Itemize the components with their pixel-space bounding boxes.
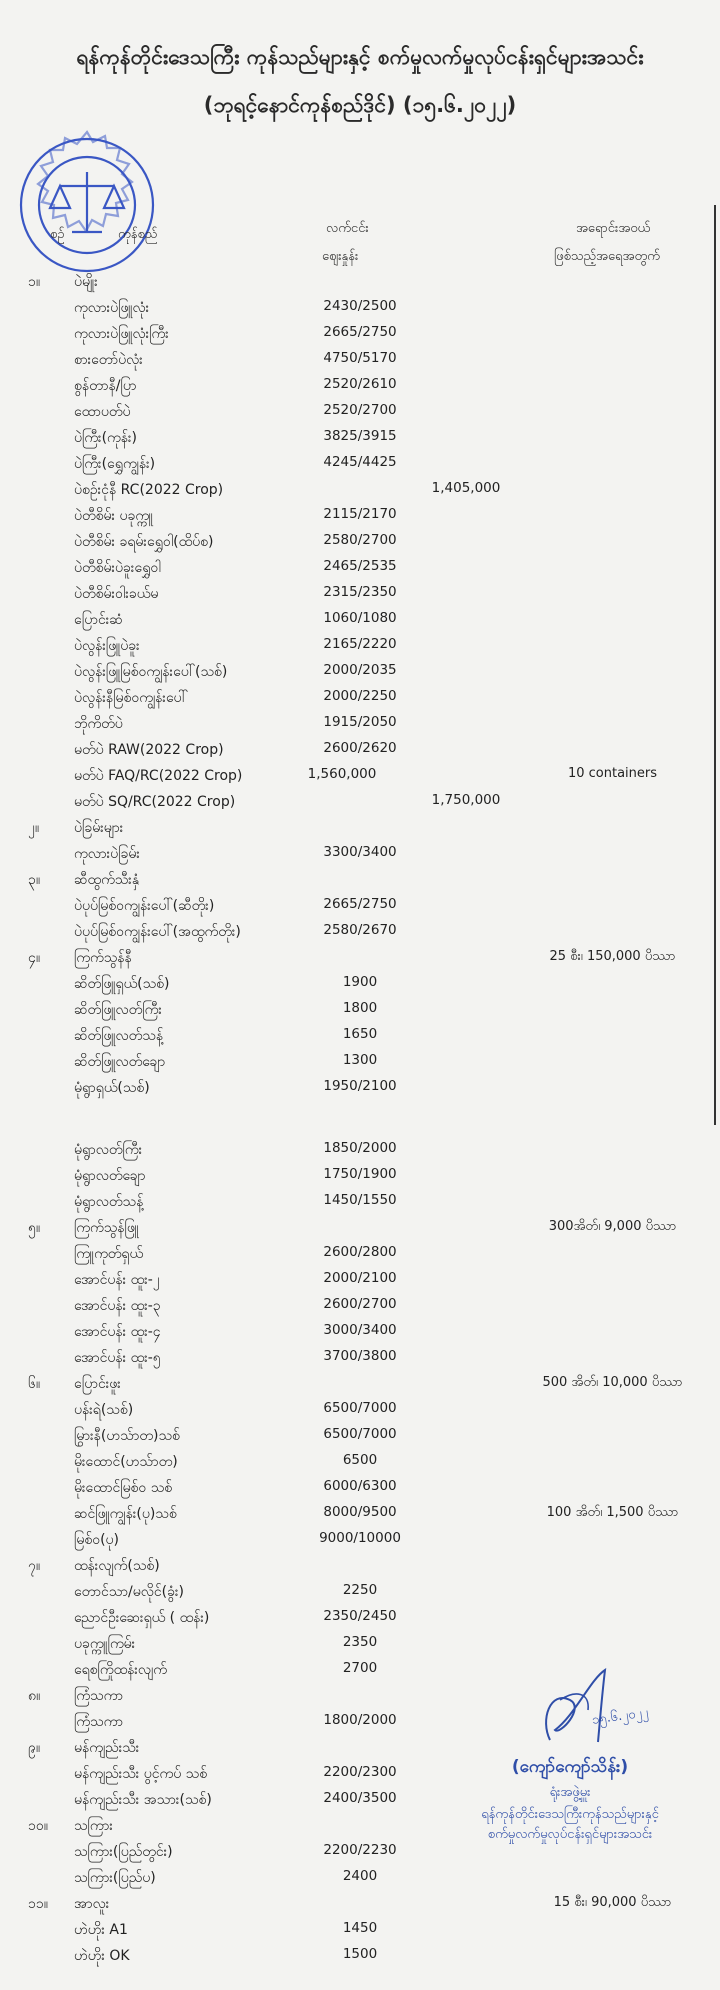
table-row — [0, 1504, 720, 1530]
table-row — [0, 792, 720, 818]
category-name: ကြက်သွန်ဖြူ — [74, 1220, 139, 1236]
item-price: 2200/2300 — [323, 1764, 397, 1780]
item-name: ပဲလွန်းဖြူမြစ်ဝကျွန်းပေါ်(သစ်) — [74, 664, 228, 680]
item-name: မိုးထောင်မြစ်ဝ သစ် — [74, 1480, 173, 1496]
table-row — [0, 1478, 720, 1504]
category-name: ဆီထွက်သီးနှံ — [74, 872, 140, 888]
item-price: 1950/2100 — [323, 1078, 397, 1094]
item-volume-note: 100 အိတ်၊ 1,500 ပိဿာ — [546, 1505, 679, 1520]
table-row — [0, 480, 720, 506]
category-name: မန်ကျည်းသီး — [74, 1740, 140, 1756]
header-volume: ဖြစ်သည့်အရေအတွက် — [554, 249, 660, 264]
item-name: သကြား(ပြည်ပ) — [74, 1870, 156, 1886]
item-price: 2430/2500 — [323, 298, 397, 314]
item-name: ကြံသကာ — [74, 1714, 124, 1730]
item-price: 1450/1550 — [323, 1192, 397, 1208]
item-price-export: 1,405,000 — [431, 480, 501, 496]
item-price: 1500 — [342, 1946, 378, 1962]
item-price: 1900 — [342, 974, 378, 990]
table-row — [0, 688, 720, 714]
category-name: သကြား — [74, 1818, 113, 1834]
category-row — [0, 1374, 720, 1400]
row-number: ၉။ — [28, 1740, 41, 1756]
item-name: ဆိတ်ဖြူလတ်ချော — [74, 1054, 166, 1070]
item-price: 4245/4425 — [323, 454, 397, 470]
item-price: 2165/2220 — [323, 636, 397, 652]
table-row — [0, 1348, 720, 1374]
table-row — [0, 1582, 720, 1608]
row-number: ၄။ — [28, 950, 41, 966]
header-price: ဈေးနှုန်း — [322, 249, 359, 264]
document-title: ရန်ကုန်တိုင်းဒေသကြီး ကုန်သည်များနှင့် စက်မှုလက်မှုလုပ်ငန်းရှင်များအသင်း — [76, 45, 644, 69]
item-price: 1750/1900 — [323, 1166, 397, 1182]
signature-date: ၁၅.၆.၂၀၂၂ — [591, 1705, 650, 1728]
table-row — [0, 896, 720, 922]
item-price: 2580/2670 — [323, 922, 397, 938]
item-price: 2665/2750 — [323, 896, 397, 912]
row-number: ၅။ — [28, 1220, 41, 1236]
table-row — [0, 1842, 720, 1868]
row-number: ၆။ — [28, 1376, 41, 1392]
table-row — [0, 532, 720, 558]
item-price: 2315/2350 — [323, 584, 397, 600]
item-name: မတ်ပဲ RAW(2022 Crop) — [74, 742, 224, 758]
table-row — [0, 844, 720, 870]
header-arrival: အရောင်းအဝယ် — [576, 221, 651, 236]
item-volume-note: 25 စီး၊ 150,000 ပိဿာ — [549, 949, 676, 964]
table-row — [0, 298, 720, 324]
item-price: 4750/5170 — [323, 350, 397, 366]
item-name: ညောင်ဦးဆေးရှယ် ( ထန်း) — [74, 1610, 210, 1626]
table-row — [0, 1920, 720, 1946]
table-row — [0, 454, 720, 480]
table-row — [0, 1322, 720, 1348]
item-price: 1,560,000 — [307, 766, 377, 782]
item-price: 3700/3800 — [323, 1348, 397, 1364]
item-name: ပဲကြီး(ကုန်း) — [74, 430, 138, 446]
item-price: 3825/3915 — [323, 428, 397, 444]
item-name: မန်ကျည်းသီး ပွင့်ကပ် သစ် — [74, 1766, 208, 1782]
category-row — [0, 1894, 720, 1920]
item-name: ပဲတီစိမ်း ပခုက္ကူ — [74, 508, 154, 524]
item-price: 2000/2100 — [323, 1270, 397, 1286]
item-price: 2115/2170 — [323, 506, 397, 522]
row-number: ၁။ — [28, 274, 41, 290]
table-row — [0, 376, 720, 402]
category-name: ကြက်သွန်နီ — [74, 950, 132, 966]
table-row — [0, 1140, 720, 1166]
category-name: ထန်းလျက်(သစ်) — [74, 1558, 160, 1574]
table-row — [0, 766, 720, 792]
category-name: ပဲမျိုး — [74, 274, 98, 290]
category-row — [0, 1218, 720, 1244]
document-subtitle: (ဘုရင့်နောင်ကုန်စည်ဒိုင်) (၁၅.၆.၂၀၂၂) — [203, 93, 517, 117]
item-name: မတ်ပဲ SQ/RC(2022 Crop) — [74, 794, 236, 810]
table-row — [0, 1634, 720, 1660]
item-price: 1915/2050 — [323, 714, 397, 730]
item-name: မန်ကျည်းသီး အသား(သစ်) — [74, 1792, 212, 1808]
item-name: ရေစကြိုထန်းလျက် — [74, 1662, 167, 1678]
item-volume-note: 15 စီး၊ 90,000 ပိဿာ — [553, 1895, 672, 1910]
table-row — [0, 324, 720, 350]
header-current: လက်ငင်း — [326, 221, 369, 236]
table-row — [0, 558, 720, 584]
item-name: မုံရွာလတ်ကြီး — [74, 1142, 143, 1158]
item-name: ပဲတီစိမ်းဝါးခယ်မ — [74, 586, 159, 602]
table-row — [0, 1104, 720, 1130]
signature-block — [420, 1660, 720, 1840]
item-price: 2580/2700 — [323, 532, 397, 548]
item-price: 1450 — [342, 1920, 378, 1936]
item-name: ဆိတ်ဖြူလတ်သန့် — [74, 1028, 164, 1044]
table-row — [0, 714, 720, 740]
item-price: 9000/10000 — [319, 1530, 401, 1546]
item-price: 1650 — [342, 1026, 378, 1042]
item-name: ပဲပုပ်မြစ်ဝကျွန်းပေါ်(အထွက်တိုး) — [74, 924, 241, 940]
item-name: စွန်တာနီ/ပြာ — [74, 378, 137, 394]
item-name: အောင်ပန်း ထူး-၄ — [74, 1324, 161, 1340]
item-price: 2250 — [342, 1582, 378, 1598]
item-price: 2520/2700 — [323, 402, 397, 418]
item-name: ပဲပုပ်မြစ်ဝကျွန်းပေါ်(ဆီတိုး) — [74, 898, 215, 914]
table-row — [0, 1244, 720, 1270]
item-name: မြစ်ဝ(ပု) — [74, 1532, 119, 1548]
table-row — [0, 1192, 720, 1218]
item-price: 6500/7000 — [323, 1400, 397, 1416]
row-number: ၇။ — [28, 1558, 41, 1574]
row-number: ၁၁။ — [28, 1896, 48, 1912]
item-price: 2400 — [342, 1868, 378, 1884]
row-number: ၂။ — [28, 820, 40, 836]
item-name: မုံရွာလတ်သန့် — [74, 1194, 144, 1210]
item-price: 2520/2610 — [323, 376, 397, 392]
item-volume-note: 500 အိတ်၊ 10,000 ပိဿာ — [542, 1375, 683, 1390]
table-row — [0, 506, 720, 532]
table-row — [0, 402, 720, 428]
table-row — [0, 1868, 720, 1894]
signatory-name: (ကျော်ကျော်သိန်း) — [511, 1757, 629, 1777]
item-price: 8000/9500 — [323, 1504, 397, 1520]
item-price: 2465/2535 — [323, 558, 397, 574]
item-price: 2600/2800 — [323, 1244, 397, 1260]
item-volume-note: 300အိတ်၊ 9,000 ပိဿာ — [548, 1219, 677, 1234]
item-price: 3000/3400 — [323, 1322, 397, 1338]
category-row — [0, 948, 720, 974]
category-name: ပြောင်းဖူး — [74, 1376, 121, 1392]
table-row — [0, 1530, 720, 1556]
category-row — [0, 870, 720, 896]
table-row — [0, 1026, 720, 1052]
item-name: ကြူကုတ်ရှယ် — [74, 1246, 144, 1262]
item-name: တောင်သာ/မလိုင်(ခွံး) — [74, 1584, 185, 1600]
item-name: ပဲစဉ်းငုံနီ RC(2022 Crop) — [74, 482, 224, 498]
table-row — [0, 1608, 720, 1634]
item-name: စားတော်ပဲလုံး — [74, 352, 143, 368]
item-price: 6500 — [342, 1452, 378, 1468]
table-row — [0, 1270, 720, 1296]
table-row — [0, 1000, 720, 1026]
item-price: 1060/1080 — [323, 610, 397, 626]
row-number: ၃။ — [28, 872, 41, 888]
item-name: ကုလားပဲခြမ်း — [74, 846, 140, 862]
item-name: ဆိတ်ဖြူလတ်ကြီး — [74, 1002, 162, 1018]
item-price: 2665/2750 — [323, 324, 397, 340]
item-price: 6500/7000 — [323, 1426, 397, 1442]
table-row — [0, 428, 720, 454]
signatory-org-line1: ရန်ကုန်တိုင်းဒေသကြီးကုန်သည်များနှင့် — [481, 1807, 659, 1822]
header-goods: ကုန်စည် — [118, 227, 158, 242]
item-name: ထောပတ်ပဲ — [74, 404, 131, 420]
item-price: 1300 — [342, 1052, 378, 1068]
table-row — [0, 350, 720, 376]
item-name: အောင်ပန်း ထူး-၂ — [74, 1272, 160, 1288]
item-name: မြွားနီ(ဟသ်ာတ)သစ် — [74, 1428, 180, 1444]
item-name: မိုးထောင်(ဟသ်ာတ) — [74, 1454, 178, 1470]
item-price: 2700 — [342, 1660, 378, 1676]
item-price: 2400/3500 — [323, 1790, 397, 1806]
table-row — [0, 1400, 720, 1426]
category-row — [0, 1556, 720, 1582]
item-name: ဆင်ဖြူကျွန်း(ပု)သစ် — [74, 1506, 177, 1522]
item-price: 1800 — [342, 1000, 378, 1016]
association-seal-stamp — [2, 120, 172, 290]
item-name: ဘိုကိတ်ပဲ — [74, 716, 123, 732]
item-name: ပခုက္ကူကြမ်း — [74, 1636, 136, 1652]
item-name: ဟဲဟိုး OK — [74, 1948, 130, 1964]
item-price: 2600/2620 — [323, 740, 397, 756]
item-name: ပဲတီစိမ်းပဲခူးရွှေဝါ — [74, 560, 161, 576]
row-number: ၁၀။ — [28, 1818, 48, 1834]
item-price: 1850/2000 — [323, 1140, 397, 1156]
item-price: 3300/3400 — [323, 844, 397, 860]
table-row — [0, 1452, 720, 1478]
item-name: ပြောင်းဆံ — [74, 612, 123, 628]
table-row — [0, 584, 720, 610]
table-row — [0, 922, 720, 948]
item-name: မုံရွာလတ်ချော — [74, 1168, 146, 1184]
item-name: ပဲလွန်းဖြူပဲခူး — [74, 638, 140, 654]
item-name: ကုလားပဲဖြူလုံး — [74, 300, 150, 316]
category-name: ကြံသကာ — [74, 1688, 124, 1704]
item-price: 6000/6300 — [323, 1478, 397, 1494]
header-serial: စဉ် — [50, 227, 65, 242]
category-name: ပဲခြမ်းများ — [74, 820, 124, 836]
item-price: 2600/2700 — [323, 1296, 397, 1312]
item-name: ပဲတီစိမ်း ခရမ်းရွှေဝါ(ထိပ်စ) — [74, 534, 214, 550]
item-name: မုံရွာရှယ်(သစ်) — [74, 1080, 150, 1096]
item-name: ဟဲဟိုး A1 — [74, 1922, 128, 1938]
category-row — [0, 272, 720, 298]
table-row — [0, 974, 720, 1000]
item-price: 2200/2230 — [323, 1842, 397, 1858]
item-volume-note: 10 containers — [567, 766, 658, 781]
item-name: သကြား(ပြည်တွင်း) — [74, 1844, 173, 1860]
signatory-org-line2: စက်မှုလက်မှုလုပ်ငန်းရှင်များအသင်း — [487, 1827, 653, 1842]
table-row — [0, 1296, 720, 1322]
signatory-role: ရုံးအဖွဲ့မှူး — [549, 1785, 591, 1800]
item-name: ပန်းရဲ(သစ်) — [74, 1402, 134, 1418]
table-row — [0, 610, 720, 636]
item-price: 1800/2000 — [323, 1712, 397, 1728]
item-price-export: 1,750,000 — [431, 792, 501, 808]
item-name: မတ်ပဲ FAQ/RC(2022 Crop) — [74, 768, 243, 784]
item-name: ဆိတ်ဖြူရှယ်(သစ်) — [74, 976, 170, 992]
category-row — [0, 818, 720, 844]
table-row — [0, 662, 720, 688]
row-number: ၈။ — [28, 1688, 41, 1704]
table-row — [0, 1426, 720, 1452]
item-price: 2350/2450 — [323, 1608, 397, 1624]
item-name: အောင်ပန်း ထူး-၅ — [74, 1350, 161, 1366]
table-row — [0, 636, 720, 662]
table-row — [0, 1078, 720, 1104]
item-name: အောင်ပန်း ထူး-၃ — [74, 1298, 161, 1314]
item-price: 2350 — [342, 1634, 378, 1650]
table-row — [0, 740, 720, 766]
table-row — [0, 1946, 720, 1972]
item-price: 2000/2035 — [323, 662, 397, 678]
category-name: အာလူး — [74, 1896, 110, 1912]
item-name: ကုလားပဲဖြူလုံးကြီး — [74, 326, 169, 342]
item-name: ပဲကြီး(ရွှေကျွန်း) — [74, 456, 156, 472]
table-row — [0, 1166, 720, 1192]
item-name: ပဲလွန်းနီမြစ်ဝကျွန်းပေါ် — [74, 690, 188, 706]
table-row — [0, 1052, 720, 1078]
item-price: 2000/2250 — [323, 688, 397, 704]
